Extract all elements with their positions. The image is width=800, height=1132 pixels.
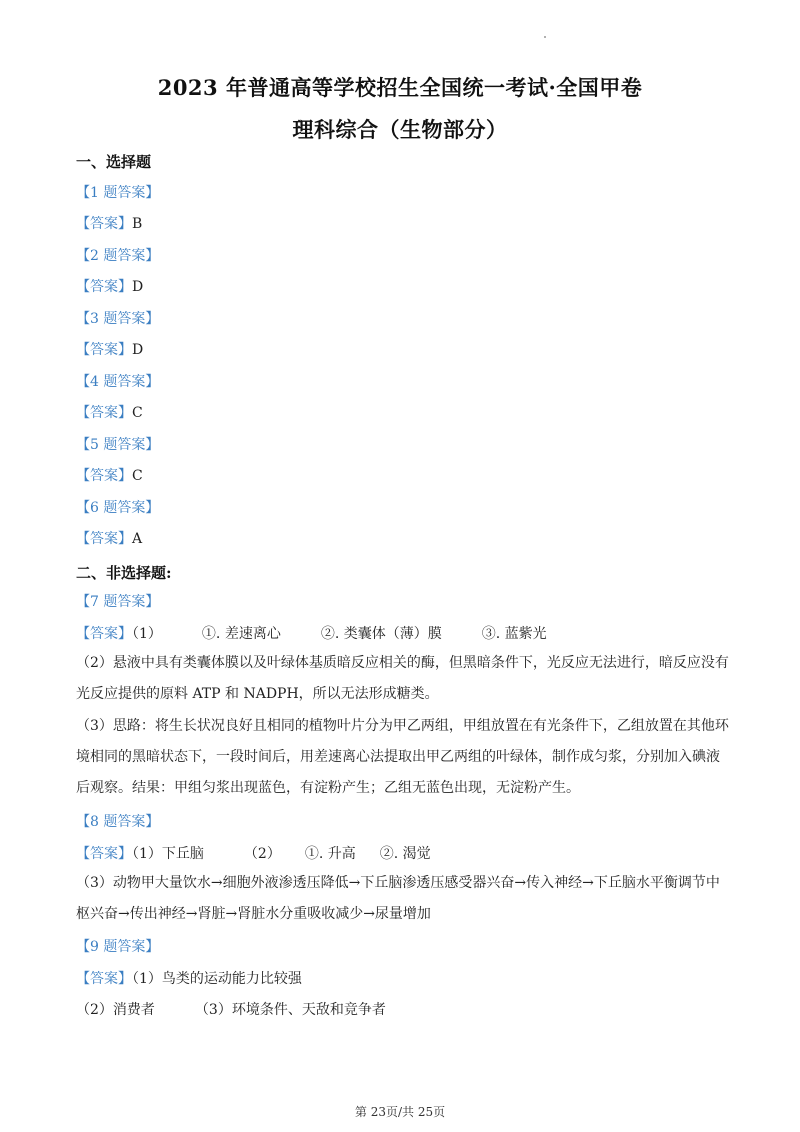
question-header-1: 【1 题答案】 [76,185,160,201]
answer-line-3 [76,340,143,360]
answer-line-8-1 [76,844,431,864]
answer-tag: 【答案】 [76,846,132,862]
question-header-2: 【2 题答案】 [76,248,160,264]
answer-line-1 [76,214,142,234]
answer-line-5 [76,466,143,486]
sub-answer: ①. 升高 [304,846,356,862]
sub-answer: （3）环境条件、天敌和竞争者 [194,1002,386,1018]
answer-paragraph-7-3: （3）思路：将生长状况良好且相同的植物叶片分为甲乙两组，甲组放置在有光条件下，乙组放置在其他环境相同的黑暗状态下，一段时间后，用差速离心法提取出甲乙两组的叶绿体，制作成匀浆，分别加入碘液后观察。结果：甲组匀浆出现蓝色，有淀粉产生；乙组无蓝色出现，无淀粉产生。 [76,718,729,796]
answer-value: C [132,405,143,421]
sub-answer: ②. 类囊体（薄）膜 [320,626,442,642]
answer-value: B [132,216,143,232]
question-header-4: 【4 题答案】 [76,374,160,390]
answer-tag: 【答案】 [76,342,132,358]
page-title: 2023 年普通高等学校招生全国统一考试·全国甲卷 [157,75,643,100]
answer-line-9-1 [76,969,302,989]
answer-tag: 【答案】 [76,405,132,421]
answer-value: C [132,468,143,484]
question-header-7: 【7 题答案】 [76,594,160,610]
sub-answer: （1）鸟类的运动能力比较强 [132,971,302,987]
answer-tag: 【答案】 [76,468,132,484]
answer-paragraph-8-3: （3）动物甲大量饮水→细胞外液渗透压降低→下丘脑渗透压感受器兴奋→传入神经→下丘脑水平衡调节中枢兴奋→传出神经→肾脏→肾脏水分重吸收减少→尿量增加 [76,875,720,922]
question-header-5: 【5 题答案】 [76,437,160,453]
answer-tag: 【答案】 [76,971,132,987]
page-subtitle: 理科综合（生物部分） [292,117,508,142]
sub-answer-number: （2） [243,846,281,862]
page-number: 第 23页/共 25页 [354,1105,446,1119]
answer-value: D [132,342,144,358]
sub-answer: （1）下丘脑 [132,846,204,862]
question-header-9: 【9 题答案】 [76,939,160,955]
sub-answer-number: （1） [132,626,162,642]
answer-paragraph-7-2: （2）悬液中具有类囊体膜以及叶绿体基质暗反应相关的酶，但黑暗条件下，光反应无法进行，暗反应没有光反应提供的原料 ATP 和 NADPH，所以无法形成糖类。 [76,655,729,702]
answer-tag: 【答案】 [76,531,132,547]
scan-speck [544,36,546,38]
answer-tag: 【答案】 [76,626,132,642]
answer-line-4 [76,403,143,423]
answer-value: D [132,279,144,295]
question-header-6: 【6 题答案】 [76,500,160,516]
sub-answer: （2）消费者 [76,1002,155,1018]
answer-tag: 【答案】 [76,279,132,295]
sub-answer: ①. 差速离心 [201,626,281,642]
answer-line-7-1 [76,624,547,644]
answer-line-6 [76,529,142,549]
section-heading-choice: 一、选择题 [76,153,152,171]
answer-value: A [132,531,143,547]
answer-line-2 [76,277,143,297]
sub-answer: ③. 蓝紫光 [481,626,547,642]
answer-line-9-2 [76,1000,386,1020]
question-header-8: 【8 题答案】 [76,814,160,830]
question-header-3: 【3 题答案】 [76,311,160,327]
answer-tag: 【答案】 [76,216,132,232]
section-heading-nonchoice: 二、非选择题: [76,564,172,582]
sub-answer: ②. 渴觉 [379,846,431,862]
